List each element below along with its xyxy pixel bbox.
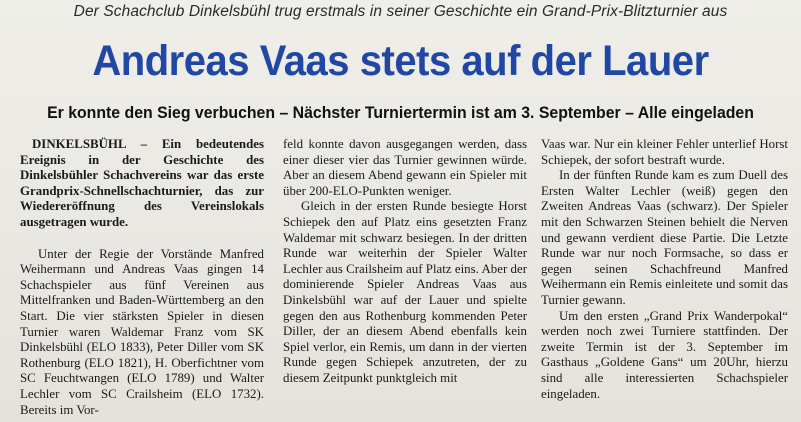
column-2 bbox=[283, 137, 527, 422]
headline: Andreas Vaas stets auf der Lauer bbox=[92, 37, 709, 85]
subheadline: Er konnte den Sieg verbuchen – Nächster Turniertermin ist am 3. September – Alle eingeladen bbox=[47, 104, 754, 122]
lead-paragraph: DINKELSBÜHL – Ein bedeutendes Ereignis in der Geschichte des Dinkelsbühler Schachvereins war das erste Grandprix-Schnellschachturnier, das zur Wiedereröffnung des Vereinslokals ausgetragen wurde. bbox=[20, 137, 264, 229]
kicker-line: Der Schachclub Dinkelsbühl trug erstmals in seiner Geschichte ein Grand-Prix-Blitzturnier aus bbox=[73, 3, 728, 20]
body-paragraph: In der fünften Runde kam es zum Duell des Ersten Walter Lechler (weiß) gegen den Zweiten Andreas Vaas (schwarz). Der Spieler mit den Schwarzen Steinen behielt die Nerven und gewann verdient diese Partie. Die Letzte Runde war nur noch Formsache, so dass er gegen seinen Schachfreund Manfred Weihermann ein Remis einleitete und somit das Turnier gewann. bbox=[541, 168, 788, 307]
body-paragraph: feld konnte davon ausgegangen werden, dass einer dieser vier das Turnier gewinnen würde. Aber an diesem Abend gewann ein Spieler mit über 200-ELO-Punkten weniger. bbox=[283, 137, 527, 198]
body-paragraph: Unter der Regie der Vorstände Manfred Weihermann und Andreas Vaas gingen 14 Schachspieler aus fünf Vereinen aus Mittelfranken und Baden-Württemberg an den Start. Die vier stärksten Spieler in diesen Turnier waren Waldemar Franz vom SK Dinkelsbühl (ELO 1833), Peter Diller vom SK Rothenburg (ELO 1821), H. Oberfichtner vom SC Feuchtwangen (ELO 1789) und Walter Lechler vom SC Crailsheim (ELO 1732). Bereits im Vor- bbox=[20, 246, 264, 417]
body-paragraph: Vaas war. Nur ein kleiner Fehler unterlief Horst Schiepek, der sofort bestraft wurde. bbox=[541, 137, 788, 167]
body-paragraph: Um den ersten „Grand Prix Wanderpokal“ werden noch zwei Turniere stattfinden. Der zweite Termin ist der 3. September im Gasthaus „Goldene Gans“ um 20Uhr, hierzu sind alle interessierten Schachspieler eingeladen. bbox=[541, 308, 788, 401]
column-1 bbox=[20, 137, 264, 422]
body-paragraph: Gleich in der ersten Runde besiegte Horst Schiepek den auf Platz eins gesetzten Franz Waldemar mit schwarz besiegen. In der dritten Runde war weiterhin der Spieler Walter Lechler aus Crailsheim auf Platz eins. Aber der dominierende Spieler Andreas Vaas aus Dinkelsbühl war auf der Lauer und spielte gegen den aus Rothenburg kommenden Peter Diller, der an diesem Abend ebenfalls kein Spiel verlor, ein Remis, um dann in der vierten Runde gegen Schiepek anzutreten, der zu diesem Zeitpunkt punktgleich mit bbox=[283, 199, 527, 385]
column-3 bbox=[541, 137, 788, 422]
